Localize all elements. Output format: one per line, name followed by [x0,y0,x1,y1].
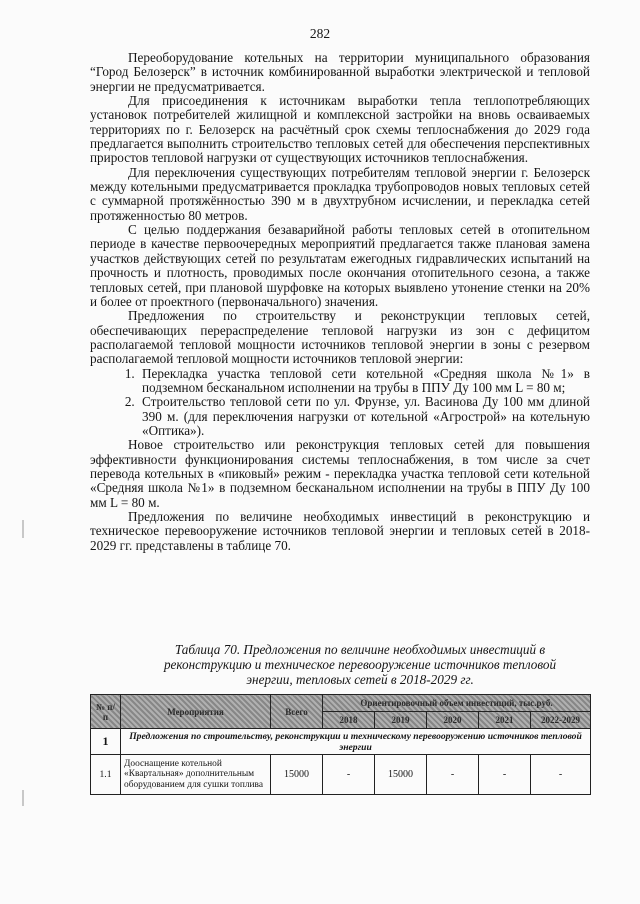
header-group: Ориентировочный объем инвестиций, тыс.руб. [323,695,591,712]
row-number: 1.1 [91,755,121,795]
section-number: 1 [91,729,121,755]
row-value: - [479,755,531,795]
section-title: Предложения по строительству, реконструкции и техническому перевооружению источников тепловой энергии [121,729,591,755]
table-header-row [91,695,591,712]
paragraph: Переоборудование котельных на территории муниципального образования “Город Белозерск” в источник комбинированной выработки электрической и тепловой энергии не предусматривается. [90,50,590,94]
row-value: 15000 [375,755,427,795]
numbered-list [90,367,590,439]
header-year: 2018 [323,712,375,729]
row-value: - [531,755,591,795]
row-total: 15000 [271,755,323,795]
paragraph: Для присоединения к источникам выработки тепла теплопотребляющих установок потребителей жилищной и комплексной застройки на вновь осваиваемых территориях по г. Белозерск на расчётный срок схемы теплоснабжения до 2029 года предлагается выполнить строительство тепловых сетей для обеспечения перспективных приростов тепловой нагрузки от существующих источников теплоснабжения. [90,93,590,166]
scan-margin-mark [22,520,24,538]
header-activity: Мероприятия [121,695,271,729]
paragraph: Новое строительство или реконструкция тепловых сетей для повышения эффективности функционирования системы теплоснабжения, в том числе за счет перевода котельных в «пиковый» режим - перекладка участка тепловой сети котельной «Средняя школа №1» в подземном бесканальном исполнении на трубы в ППУ Ду 100 мм L = 80 м. [90,437,590,510]
row-value: - [427,755,479,795]
row-value: - [323,755,375,795]
investment-table [90,694,591,795]
page-number: 282 [309,26,331,41]
header-year: 2021 [479,712,531,729]
paragraph: Предложения по строительству и реконструкции тепловых сетей, обеспечивающих перераспределение тепловой нагрузки из зон с дефицитом располагаемой тепловой мощности источников тепловой энергии в зоны с резервом располагаемой тепловой мощности источников тепловой энергии: [90,308,590,367]
header-year: 2020 [427,712,479,729]
list-item: 1. Перекладка участка тепловой сети котельной «Средняя школа №1» в подземном бесканальном исполнении на трубы в ППУ Ду 100 мм L = 80 м; [138,367,590,396]
header-num: № п/п [91,695,121,729]
scan-margin-mark [22,790,24,806]
paragraph: Для переключения существующих потребителям тепловой энергии г. Белозерск между котельными предусматривается прокладка трубопроводов новых тепловых сетей с суммарной протяжённостью 390 м в двухтрубном исчислении, и перекладка сетей протяженностью 80 метров. [90,164,590,223]
section-row [91,729,591,755]
header-year: 2019 [375,712,427,729]
paragraph: С целью поддержания безаварийной работы тепловых сетей в отопительном периоде в качестве первоочередных мероприятий предлагается также плановая замена участков действующих сетей по результатам ежегодных гидравлических испытаний на прочность и плотность, проводимых после окончания отопительного сезона, а также тепловых сетей, при плановой шурфовке на которых выявлено утонение стенки на 20% и более от проектного (первоначального) значения. [90,222,590,309]
header-total: Всего [271,695,323,729]
body-text [90,51,590,553]
table-caption: Таблица 70. Предложения по величине необходимых инвестиций в реконструкцию и техническое перевооружение источников тепловой энергии, тепловых сетей в 2018-2029 гг. [163,642,557,687]
list-item: 2. Строительство тепловой сети по ул. Фрунзе, ул. Васинова Ду 100 мм длиной 390 м. (для переключения нагрузки от котельной «Агрострой» на котельную «Оптика»). [138,395,590,438]
header-year: 2022-2029 [531,712,591,729]
table-row [91,755,591,795]
row-activity: Дооснащение котельной «Квартальная» дополнительным оборудованием для сушки топлива [121,755,271,795]
paragraph: Предложения по величине необходимых инвестиций в реконструкцию и техническое перевооружение источников тепловой энергии и тепловых сетей в 2018-2029 гг. представлены в таблице 70. [90,509,590,553]
